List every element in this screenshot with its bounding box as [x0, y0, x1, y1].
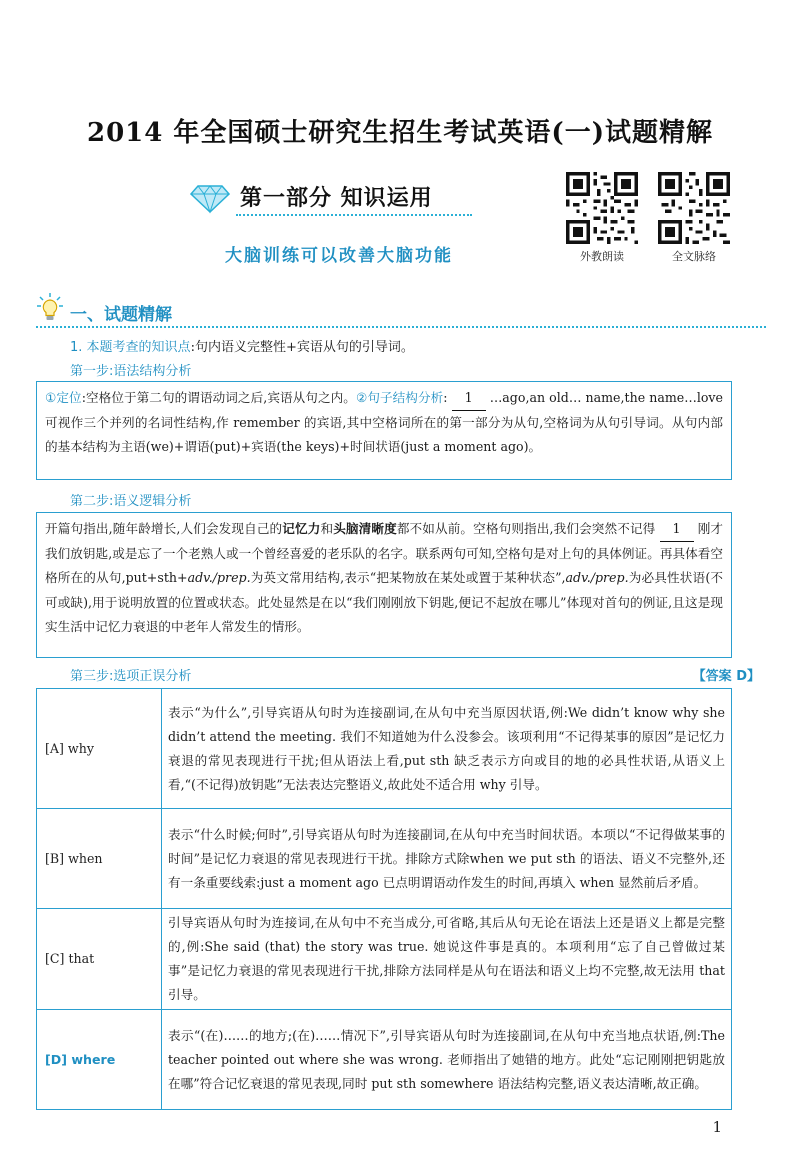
option-label: [D] where	[37, 1010, 162, 1110]
divider	[36, 326, 766, 328]
option-label: [C] that	[37, 909, 162, 1010]
qr-caption: 全文脉络	[672, 250, 716, 263]
table-row	[37, 1010, 732, 1110]
table-row	[37, 909, 732, 1010]
locate-label: ①定位	[45, 390, 82, 405]
semantic-analysis-box	[36, 512, 732, 658]
paragraph	[45, 517, 723, 639]
question-number: 1.	[70, 340, 83, 355]
text-span: 都不如从前。空格句则指出,我们会突然不记得	[396, 521, 656, 536]
option-label: [B] when	[37, 809, 162, 909]
text-span: 为英文常用结构,表示“把某物放在某处或置于某种状态”,	[250, 570, 566, 586]
question-prefix: 本题考查的知识点	[86, 340, 191, 355]
page-title: 2014 年全国硕士研究生招生考试英语(一)试题精解	[86, 118, 714, 148]
qr-code-icon[interactable]	[658, 172, 730, 244]
option-explanation: 引导宾语从句时为连接词,在从句中不充当成分,可省略,其后从句无论在语法上还是语义上都是完整的,例:She said (that) the story was true. 她说这件事是真的。本项利用“忘了自己曾做过某事”是记忆力衰退的常见表现进行干扰,排除方法同样是从句在语法和语义上均不完整,故无法用 that 引导。	[162, 909, 732, 1010]
text-span: :	[443, 390, 448, 405]
text-span: :空格位于第二句的谓语动词之后,宾语从句之内。	[81, 390, 356, 405]
blank-slot: 1	[452, 386, 486, 411]
diamond-icon	[190, 182, 230, 214]
answer-badge: 【答案 D】	[692, 669, 760, 684]
step-label: 第二步:语义逻辑分析	[70, 494, 192, 509]
option-explanation: 表示“(在)……的地方;(在)……情况下”,引导宾语从句时为连接副词,在从句中充当地点状语,例:The teacher pointed out where she was wrong. 老师指出了她错的地方。此处“忘记刚刚把钥匙放在哪”符合记忆衰退的常见表现,同时 put sth somewhere 语法结构完整,语义表达清晰,故正确。	[162, 1010, 732, 1110]
keyword: 头脑清晰度	[333, 521, 397, 536]
qr-code-icon[interactable]	[566, 172, 638, 244]
part-title: 第一部分 知识运用	[240, 186, 433, 211]
paragraph	[45, 386, 723, 460]
part-subtitle: 大脑训练可以改善大脑功能	[225, 246, 453, 266]
section-title: 一、试题精解	[70, 305, 172, 325]
table-row	[37, 689, 732, 809]
step-label: 第一步:语法结构分析	[70, 364, 192, 379]
question-topic	[70, 336, 414, 355]
italic-term: adv./prep.	[187, 570, 251, 586]
option-explanation: 表示“什么时候;何时”,引导宾语从句时为连接副词,在从句中充当时间状语。本项以“不记得做某事的时间”是记忆力衰退的常见表现进行干扰。排除方式除when we put sth 的语法、语义不完整外,还有一条重要线索:just a moment ago 已点明谓语动作发生的时间,再填入 when 显然前后矛盾。	[162, 809, 732, 909]
divider	[236, 214, 472, 216]
text-span: 和	[320, 521, 334, 536]
page-number: 1	[712, 1118, 722, 1136]
qr-caption: 外教朗读	[580, 250, 624, 263]
keyword: 记忆力	[282, 521, 321, 536]
italic-term: adv./prep.	[565, 570, 629, 586]
text-span: 为必具性状语(不可或缺),用于说明放置的位置或状态。此处显然是在以“我们刚刚放下钥匙,便记不起放在哪儿”体现对首句的例证,且这是现实生活中记忆力衰退的中老年人常发生的情形。	[45, 570, 723, 634]
option-label: [A] why	[37, 689, 162, 809]
question-text: :句内语义完整性+宾语从句的引导词。	[190, 340, 414, 355]
lightbulb-icon	[36, 292, 64, 322]
text-span: 开篇句指出,随年龄增长,人们会发现自己的	[45, 521, 283, 536]
blank-slot: 1	[660, 517, 694, 542]
grammar-analysis-box	[36, 381, 732, 480]
structure-label: ②句子结构分析	[355, 390, 444, 405]
options-table	[36, 688, 732, 1110]
step-label: 第三步:选项正误分析	[70, 669, 192, 684]
table-row	[37, 809, 732, 909]
text-span: 刚才我们放钥匙,或是忘了一个老熟人或一个曾经喜爱的老乐队的名字。联系两句可知,空格句是对上句的具体例证。再具体看空格所在的从句,put+sth+	[45, 521, 724, 586]
option-explanation: 表示“为什么”,引导宾语从句时为连接副词,在从句中充当原因状语,例:We didn’t know why she didn’t attend the meeting. 我们不知道她为什么没参会。该项利用“不记得某事的原因”是记忆力衰退的常见表现进行干扰;但从语法上看,put sth 缺乏表示方向或目的地的必具性状语,从语义上看,“(不记得)放钥匙”无法表达完整语义,故此处不适合用 why 引导。	[162, 689, 732, 809]
text-span: …ago,an old…	[489, 390, 582, 405]
text-span: name,the name…love 可视作三个并列的名词性结构,作 remember 的宾语,其中空格词所在的第一部分为从句,空格词为从句引导词。从句内部的基本结构为主语(we)+谓语(put)+宾语(the keys)+时间状语(just a moment ago)。	[45, 390, 723, 455]
